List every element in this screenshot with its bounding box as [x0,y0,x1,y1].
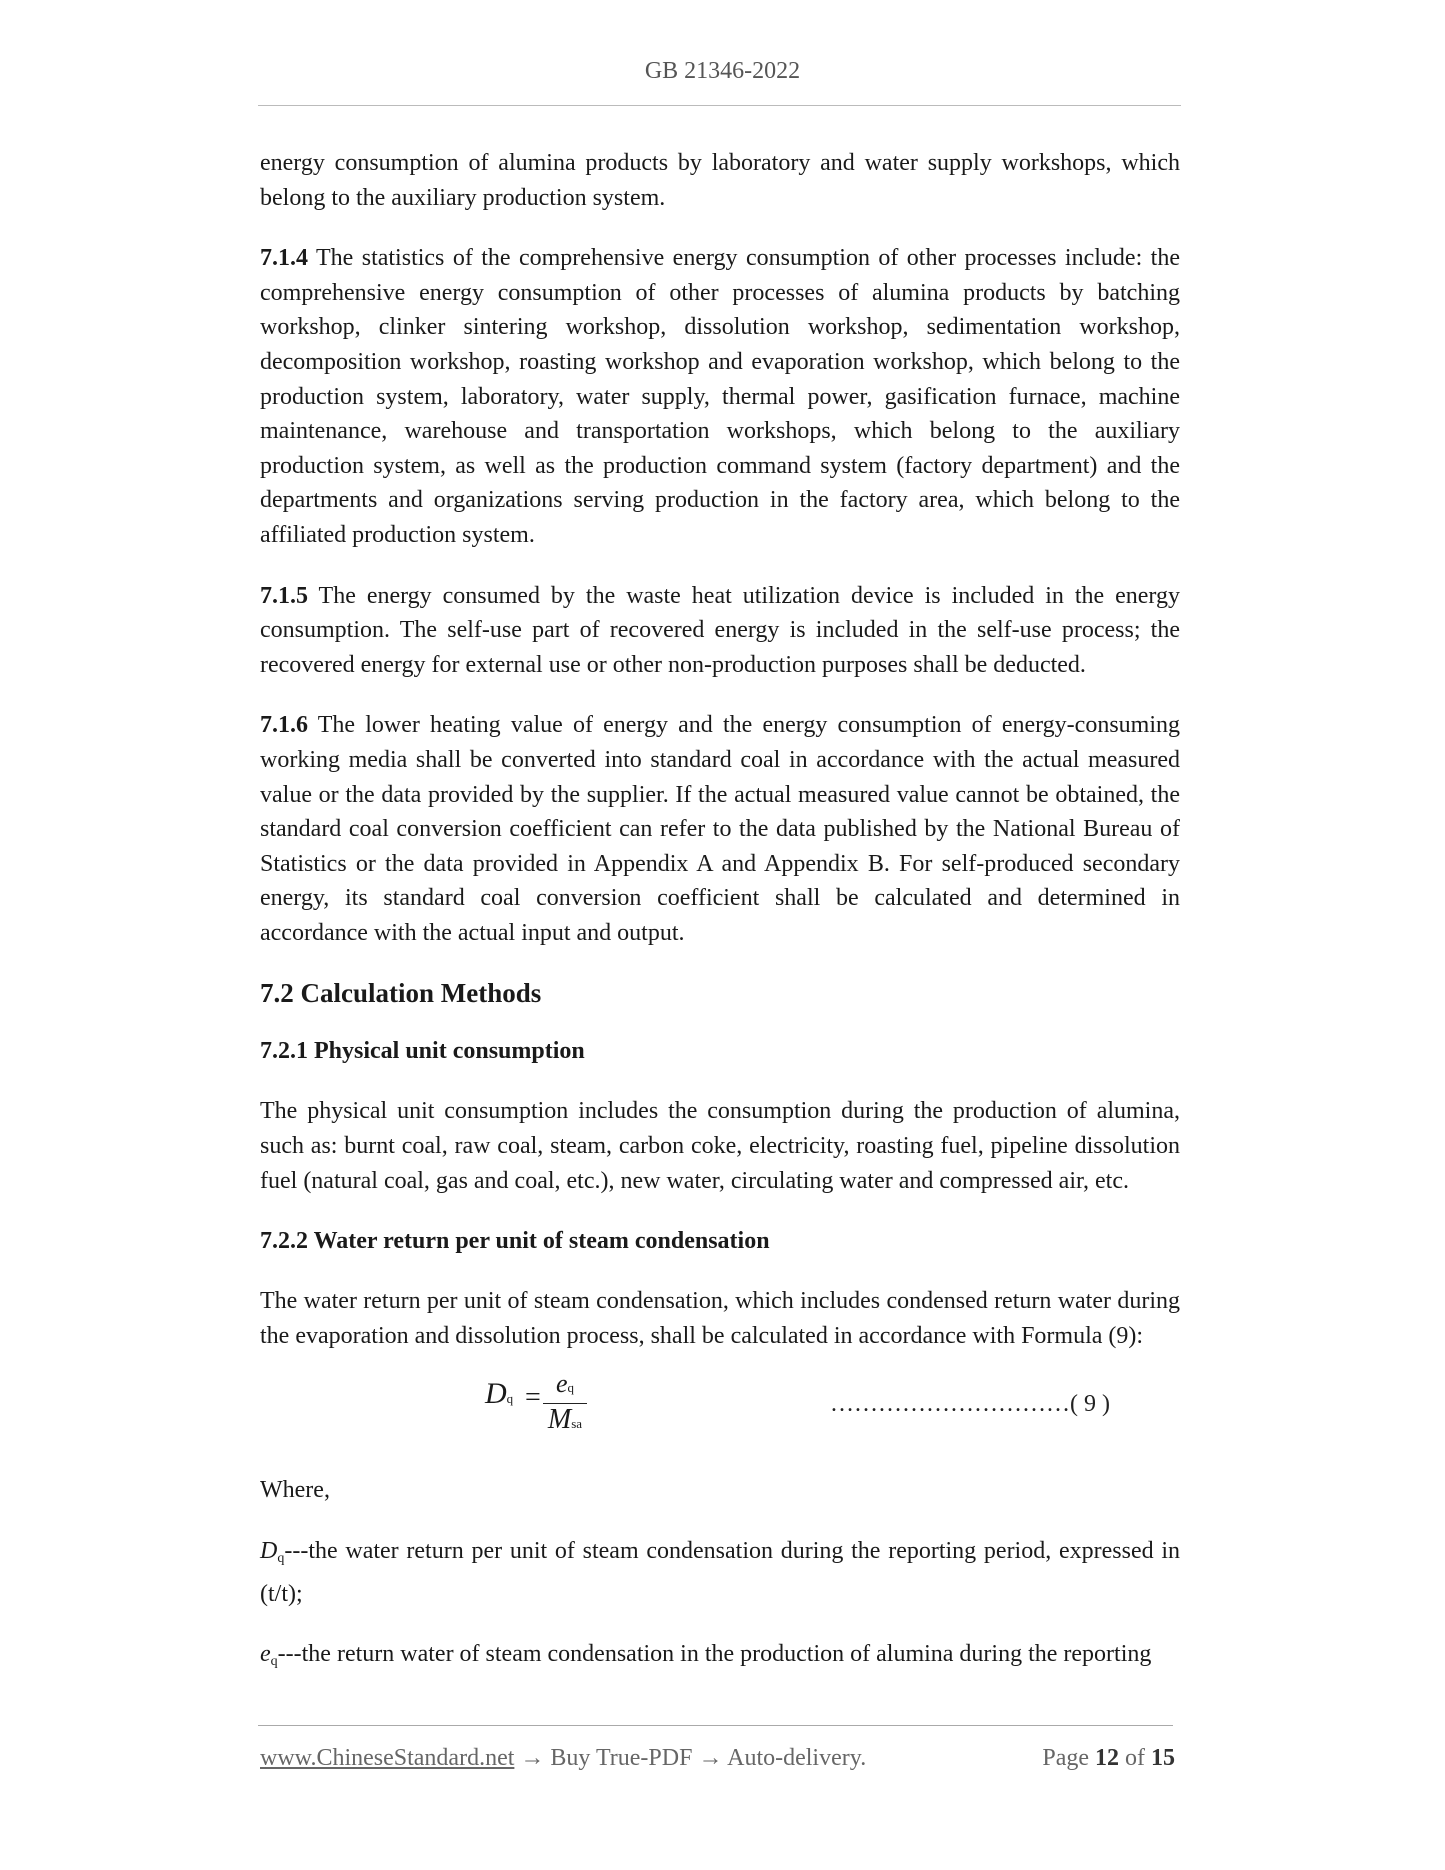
definition-text: ---the water return per unit of steam condensation during the reporting period, expressed in (t/t); [260,1538,1180,1607]
denominator-symbol: M [547,1404,572,1436]
clause-text: The energy consumed by the waste heat utilization device is included in the energy consumption. The self-use part of recovered energy is included in the self-use process; the recovered energy for external use or other non-production purposes shall be deducted. [260,582,1180,678]
paragraph-7-2-1: The physical unit consumption includes the consumption during the production of alumina, such as: burnt coal, raw coal, steam, carbon coke, electricity, roasting fuel, pipeline dissolution fuel (natural coal, gas and coal, etc.), new water, circulating water and compressed air, etc. [260,1098,1180,1194]
definition-dq [260,1534,1180,1611]
clause-number: 7.1.4 [260,245,308,272]
formula-denominator [541,1404,589,1440]
document-code-header: GB 21346-2022 [644,58,801,84]
paragraph-7-2-2: The water return per unit of steam condensation, which includes condensed return water during the evaporation and dissolution process, shall be calculated in accordance with Formula (9): [260,1288,1180,1349]
document-body [260,146,1180,1680]
numerator-symbol: e [555,1369,568,1399]
footer-tagline: → Buy True-PDF → Auto-delivery. [514,1745,867,1771]
definition-eq [260,1637,1180,1680]
clause-number: 7.1.6 [260,712,308,739]
total-pages: 15 [1151,1745,1175,1771]
clause-7-1-6 [260,708,1180,950]
clause-number: 7.1.5 [260,582,308,609]
footer-divider [258,1725,1173,1726]
formula-expression [485,1369,583,1436]
formula-lhs-sub: q [506,1391,514,1407]
variable-symbol: e [260,1641,271,1668]
formula-lhs: D [485,1377,507,1411]
formula-fraction [541,1369,589,1440]
of-word: of [1125,1745,1145,1771]
variable-symbol: D [260,1538,278,1565]
page-footer [260,1745,1175,1772]
clause-text: The statistics of the comprehensive energy consumption of other processes include: the comprehensive energy consumption of other processes of alumina products by batching workshop, clinker sintering workshop, dissolution workshop, sedimentation workshop, decomposition workshop, roasting workshop and evaporation workshop, which belong to the production system, laboratory, water supply, thermal power, gasification furnace, machine maintenance, warehouse and transportation workshops, which belong to the auxiliary production system, as well as the production command system (factory department) and the departments and organizations serving production in the factory area, which belong to the affiliated production system. [260,245,1180,548]
variable-sub: q [270,1654,278,1670]
definition-text: ---the return water of steam condensation in the production of alumina during the reporting [277,1641,1152,1668]
formula-9 [260,1369,1180,1451]
website-link[interactable]: www.ChineseStandard.net [260,1745,515,1771]
clause-text: The lower heating value of energy and the energy consumption of energy-consuming working media shall be converted into standard coal in accordance with the actual measured value or the data provided by the supplier. If the actual measured value cannot be obtained, the standard coal conversion coefficient can refer to the data published by the National Bureau of Statistics or the data provided in Appendix A and Appendix B. For self-produced secondary energy, its standard coal conversion coefficient shall be calculated and determined in accordance with the actual input and output. [260,712,1180,946]
header-divider [258,105,1181,106]
page-number [1042,1745,1175,1772]
formula-reference: …………………………( 9 ) [830,1391,1110,1418]
where-label: Where, [260,1477,330,1504]
formula-numerator [541,1369,589,1403]
subsection-heading-7-2-2: 7.2.2 Water return per unit of steam condensation [260,1228,770,1255]
paragraph-continuation: energy consumption of alumina products by laboratory and water supply workshops, which belong to the auxiliary production system. [260,150,1180,211]
clause-7-1-4 [260,241,1180,552]
denominator-sub: sa [571,1416,583,1432]
section-heading-7-2: 7.2 Calculation Methods [260,978,542,1009]
current-page: 12 [1095,1745,1119,1771]
subsection-heading-7-2-1: 7.2.1 Physical unit consumption [260,1038,585,1065]
clause-7-1-5 [260,579,1180,683]
numerator-sub: q [567,1380,575,1396]
formula-equals: = [525,1382,541,1414]
variable-sub: q [277,1551,285,1567]
page-word: Page [1042,1745,1089,1771]
